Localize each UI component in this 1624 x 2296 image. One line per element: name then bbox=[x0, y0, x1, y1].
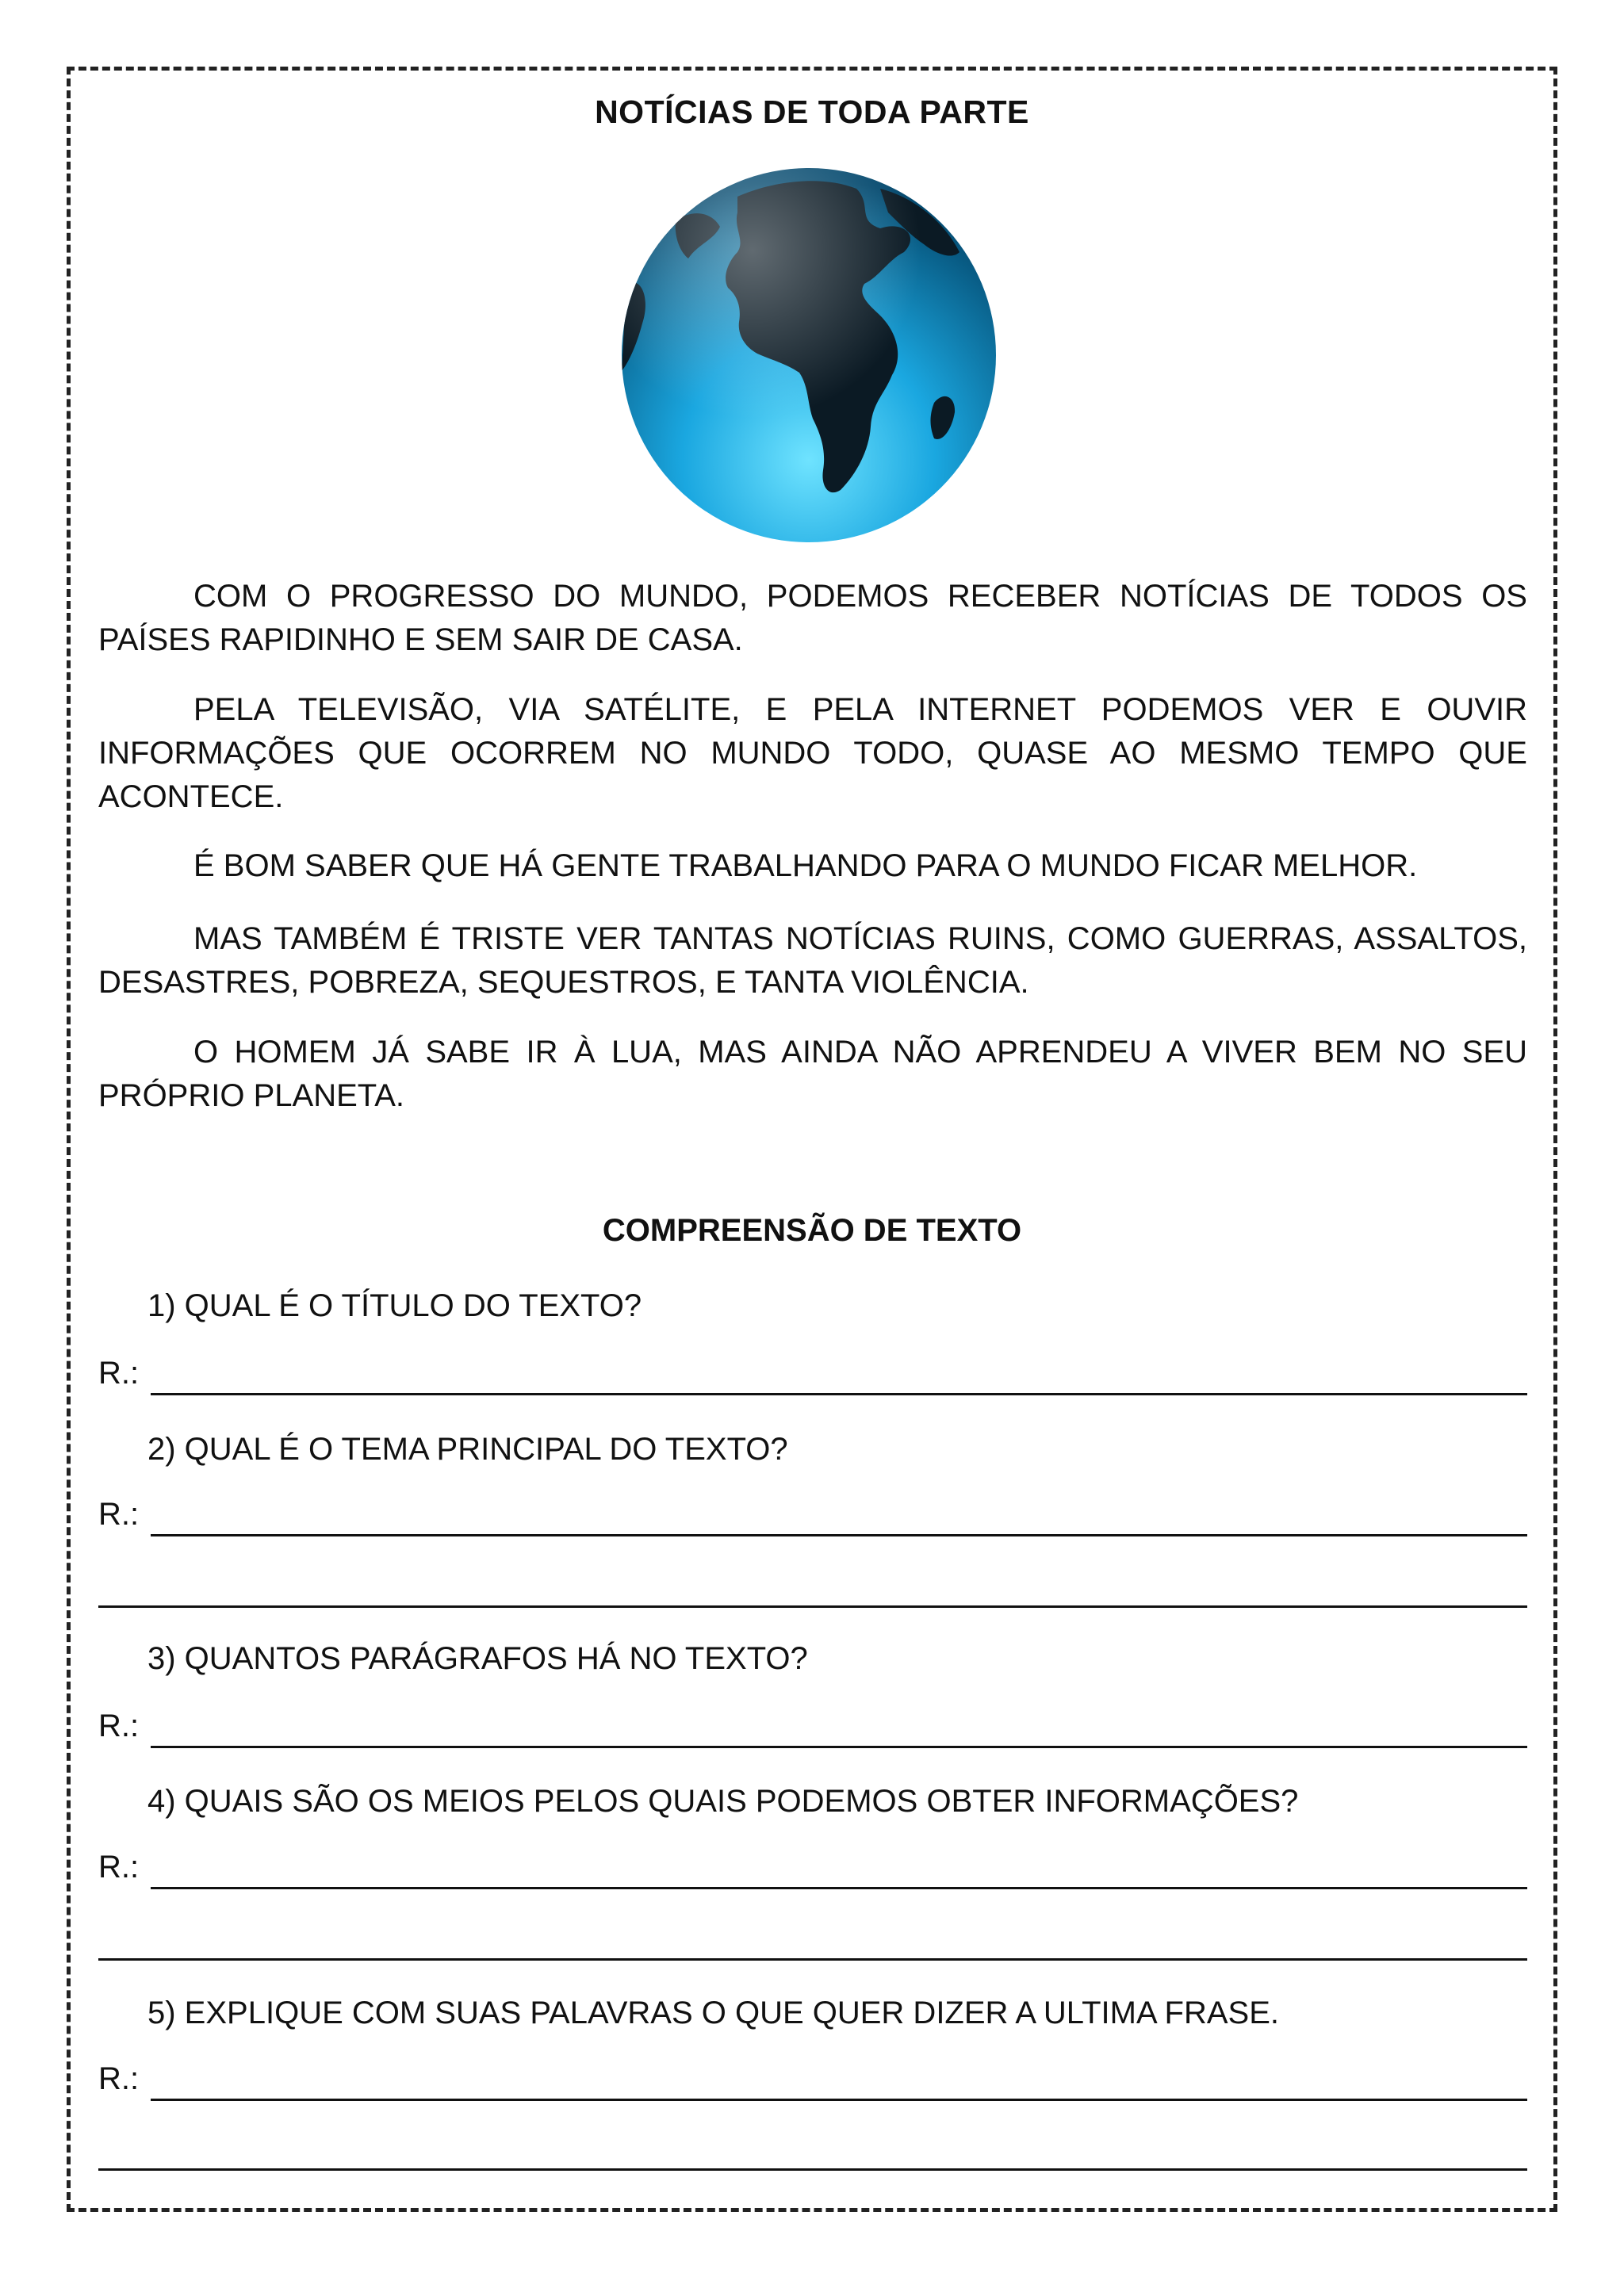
page-title: NOTÍCIAS DE TODA PARTE bbox=[595, 94, 1029, 130]
answer-field-1[interactable] bbox=[98, 1356, 1527, 1395]
answer-label: R.: bbox=[98, 2061, 140, 2096]
answer-field-4[interactable] bbox=[98, 1850, 1527, 1889]
answer-label: R.: bbox=[98, 1850, 140, 1885]
answer-line-extra[interactable] bbox=[98, 1605, 1527, 1608]
question-5: 5) EXPLIQUE COM SUAS PALAVRAS O QUE QUER DIZER A ULTIMA FRASE. bbox=[147, 1996, 1280, 2030]
answer-label: R.: bbox=[98, 1356, 140, 1391]
section-title: COMPREENSÃO DE TEXTO bbox=[602, 1213, 1022, 1248]
question-2: 2) QUAL É O TEMA PRINCIPAL DO TEXTO? bbox=[147, 1432, 788, 1467]
text-paragraph: COM O PROGRESSO DO MUNDO, PODEMOS RECEBER NOTÍCIAS DE TODOS OS PAÍSES RAPIDINHO E SEM SAIR DE CASA. bbox=[98, 579, 1527, 657]
answer-line bbox=[151, 2099, 1527, 2101]
question-4: 4) QUAIS SÃO OS MEIOS PELOS QUAIS PODEMOS OBTER INFORMAÇÕES? bbox=[147, 1784, 1299, 1819]
question-1: 1) QUAL É O TÍTULO DO TEXTO? bbox=[147, 1288, 642, 1323]
answer-line bbox=[151, 1746, 1527, 1748]
text-paragraph: PELA TELEVISÃO, VIA SATÉLITE, E PELA INTERNET PODEMOS VER E OUVIR INFORMAÇÕES QUE OCORREM NO MUNDO TODO, QUASE AO MESMO TEMPO QUE ACONTECE. bbox=[98, 692, 1527, 814]
answer-label: R.: bbox=[98, 1709, 140, 1743]
earth-globe-icon bbox=[619, 165, 999, 545]
text-paragraph: É BOM SABER QUE HÁ GENTE TRABALHANDO PARA O MUNDO FICAR MELHOR. bbox=[193, 848, 1418, 883]
answer-label: R.: bbox=[98, 1497, 140, 1532]
text-paragraph: MAS TAMBÉM É TRISTE VER TANTAS NOTÍCIAS RUINS, COMO GUERRAS, ASSALTOS, DESASTRES, POBREZA, SEQUESTROS, E TANTA VIOLÊNCIA. bbox=[98, 921, 1527, 1000]
answer-line bbox=[151, 1887, 1527, 1889]
answer-field-2[interactable] bbox=[98, 1497, 1527, 1536]
answer-line bbox=[151, 1393, 1527, 1395]
question-3: 3) QUANTOS PARÁGRAFOS HÁ NO TEXTO? bbox=[147, 1641, 808, 1676]
answer-line bbox=[151, 1534, 1527, 1536]
text-paragraph: O HOMEM JÁ SABE IR À LUA, MAS AINDA NÃO APRENDEU A VIVER BEM NO SEU PRÓPRIO PLANETA. bbox=[98, 1035, 1527, 1113]
answer-field-3[interactable] bbox=[98, 1709, 1527, 1748]
answer-line-extra[interactable] bbox=[98, 1958, 1527, 1961]
answer-field-5[interactable] bbox=[98, 2061, 1527, 2101]
answer-line-extra[interactable] bbox=[98, 2168, 1527, 2171]
